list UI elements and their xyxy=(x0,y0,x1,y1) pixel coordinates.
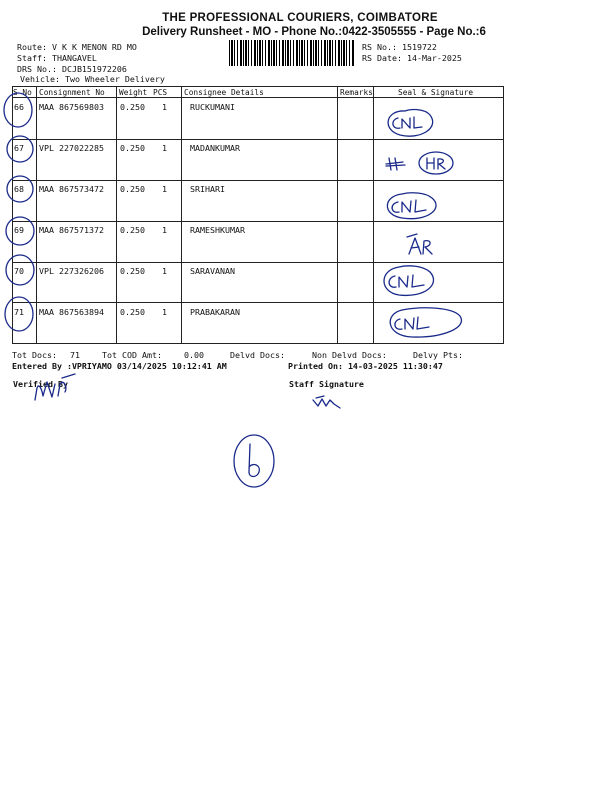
verifier-signature xyxy=(30,370,80,410)
sno-cell: 66 xyxy=(14,102,24,112)
handwritten-page-mark xyxy=(225,432,285,496)
header-signature: Seal & Signature xyxy=(398,88,474,97)
verified-by-label: Verified By xyxy=(13,379,68,389)
delvd-docs-label: Delvd Docs: xyxy=(230,350,285,360)
drs-text: DRS No.: DCJB151972206 xyxy=(17,64,127,74)
tot-cod-label: Tot COD Amt: xyxy=(102,350,162,360)
signature-row-71 xyxy=(382,306,472,344)
tot-cod-value: 0.00 xyxy=(184,350,204,360)
signature-row-68 xyxy=(380,190,450,226)
vehicle-text: Vehicle: Two Wheeler Delivery xyxy=(20,74,165,84)
printed-on: Printed On: 14-03-2025 11:30:47 xyxy=(288,361,443,371)
delvy-pts-label: Delvy Pts: xyxy=(413,350,463,360)
signature-row-66 xyxy=(380,108,440,142)
tot-docs-label: Tot Docs: xyxy=(12,350,57,360)
sno-cell: 68 xyxy=(14,184,24,194)
staff-text: Staff: THANGAVEL xyxy=(17,53,97,63)
weight-cell: 0.250 xyxy=(120,307,145,317)
sno-cell: 69 xyxy=(14,225,24,235)
header-consignment: Consignment No xyxy=(39,88,105,97)
consignment-cell: VPL 227022285 xyxy=(39,143,104,153)
pcs-cell: 1 xyxy=(162,266,167,276)
staff-signature xyxy=(310,394,350,416)
entered-by: Entered By :VPRIYAMO 03/14/2025 10:12:41 AM xyxy=(12,361,227,371)
consignment-cell: MAA 867563894 xyxy=(39,307,104,317)
consignment-cell: VPL 227326206 xyxy=(39,266,104,276)
pcs-cell: 1 xyxy=(162,307,167,317)
consignee-cell: SRIHARI xyxy=(190,184,225,194)
pcs-cell: 1 xyxy=(162,225,167,235)
signature-row-67 xyxy=(383,150,463,182)
pcs-cell: 1 xyxy=(162,143,167,153)
staff-signature-label: Staff Signature xyxy=(289,379,364,389)
header-remarks: Remarks xyxy=(340,88,373,97)
rs-number: RS No.: 1519722 xyxy=(362,42,437,52)
header-weight: Weight xyxy=(119,88,148,97)
pcs-cell: 1 xyxy=(162,184,167,194)
weight-cell: 0.250 xyxy=(120,102,145,112)
consignee-cell: SARAVANAN xyxy=(190,266,235,276)
weight-cell: 0.250 xyxy=(120,143,145,153)
runsheet-subtitle: Delivery Runsheet - MO - Phone No.:0422-3505555 - Page No.:6 xyxy=(142,26,486,38)
consignment-cell: MAA 867569803 xyxy=(39,102,104,112)
sno-cell: 67 xyxy=(14,143,24,153)
consignee-cell: MADANKUMAR xyxy=(190,143,240,153)
rs-date: RS Date: 14-Mar-2025 xyxy=(362,53,462,63)
consignee-cell: PRABAKARAN xyxy=(190,307,240,317)
pcs-cell: 1 xyxy=(162,102,167,112)
header-pcs: PCS xyxy=(153,88,168,97)
consignment-cell: MAA 867573472 xyxy=(39,184,104,194)
consignee-cell: RAMESHKUMAR xyxy=(190,225,245,235)
header-sno: S No xyxy=(13,88,32,97)
signature-row-69 xyxy=(405,232,445,264)
sno-cell: 70 xyxy=(14,266,24,276)
weight-cell: 0.250 xyxy=(120,184,145,194)
weight-cell: 0.250 xyxy=(120,225,145,235)
company-title: THE PROFESSIONAL COURIERS, COIMBATORE xyxy=(162,12,438,24)
route-text: Route: V K K MENON RD MO xyxy=(17,42,137,52)
sno-cell: 71 xyxy=(14,307,24,317)
signature-row-70 xyxy=(375,264,445,302)
consignee-cell: RUCKUMANI xyxy=(190,102,235,112)
consignment-cell: MAA 867571372 xyxy=(39,225,104,235)
header-consignee: Consignee Details xyxy=(184,88,264,97)
tot-docs-value: 71 xyxy=(70,350,80,360)
weight-cell: 0.250 xyxy=(120,266,145,276)
non-delvd-docs-label: Non Delvd Docs: xyxy=(312,350,387,360)
